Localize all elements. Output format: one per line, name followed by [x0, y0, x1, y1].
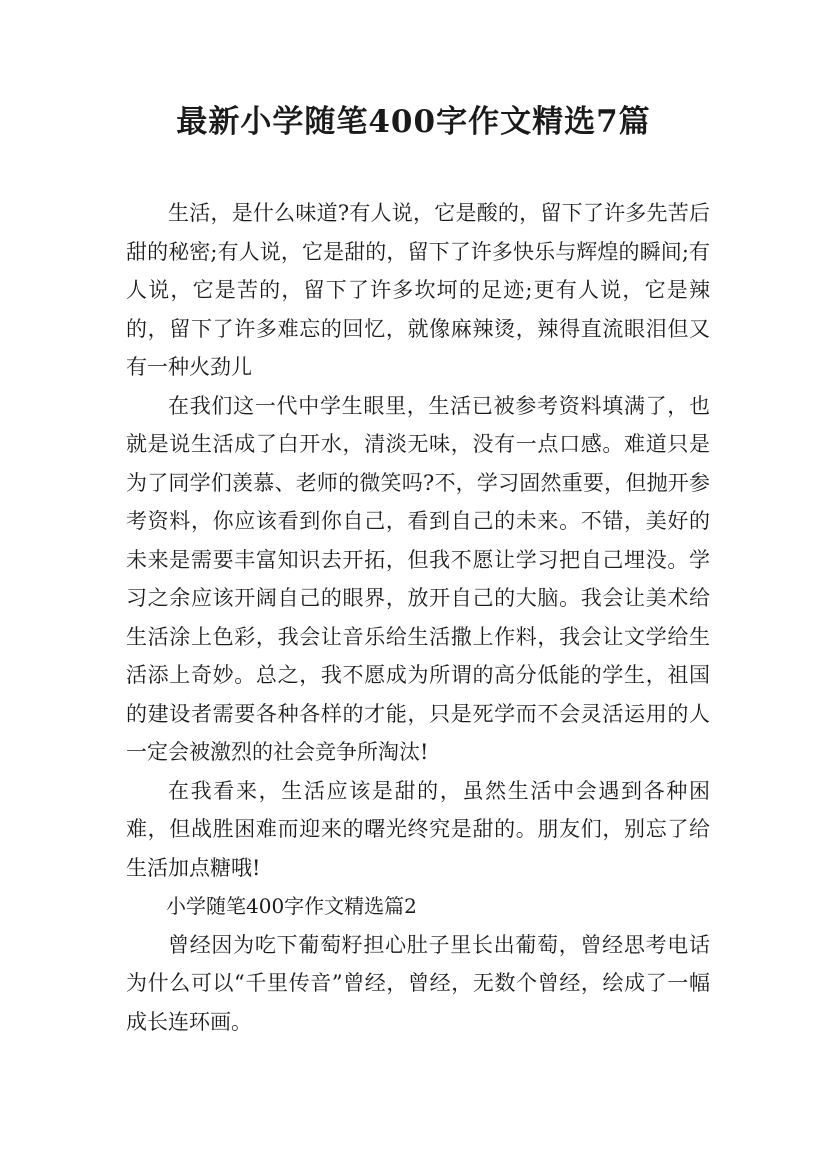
paragraph-3: 在我看来，生活应该是甜的，虽然生活中会遇到各种困难，但战胜困难而迎来的曙光终究是甜的。朋友们，别忘了给生活加点糖哦!	[126, 778, 710, 880]
section-heading: 小学随笔400字作文精选篇2	[166, 894, 417, 918]
document-body	[126, 194, 710, 1041]
document-title: 最新小学随笔400字作文精选7篇	[176, 104, 651, 140]
paragraph-1: 生活，是什么味道?有人说，它是酸的，留下了许多先苦后甜的秘密;有人说，它是甜的，留下了许多快乐与辉煌的瞬间;有人说，它是苦的，留下了许多坎坷的足迹;更有人说，它是辣的，留下了许多难忘的回忆，就像麻辣烫，辣得直流眼泪但又有一种火劲儿	[126, 201, 710, 379]
paragraph-2: 在我们这一代中学生眼里，生活已被参考资料填满了，也就是说生活成了白开水，清淡无味，没有一点口感。难道只是为了同学们羡慕、老师的微笑吗?不，学习固然重要，但抛开参考资料，你应该看到你自己，看到自己的未来。不错，美好的未来是需要丰富知识去开拓，但我不愿让学习把自己埋没。学习之余应该开阔自己的眼界，放开自己的大脑。我会让美术给生活涂上色彩，我会让音乐给生活撒上作料，我会让文学给生活添上奇妙。总之，我不愿成为所谓的高分低能的学生，祖国的建设者需要各种各样的才能，只是死学而不会灵活运用的人一定会被激烈的社会竞争所淘汰!	[126, 393, 710, 764]
section-paragraph-1: 曾经因为吃下葡萄籽担心肚子里长出葡萄，曾经思考电话为什么可以“千里传音”曾经，曾经，无数个曾经，绘成了一幅成长连环画。	[126, 932, 710, 1034]
